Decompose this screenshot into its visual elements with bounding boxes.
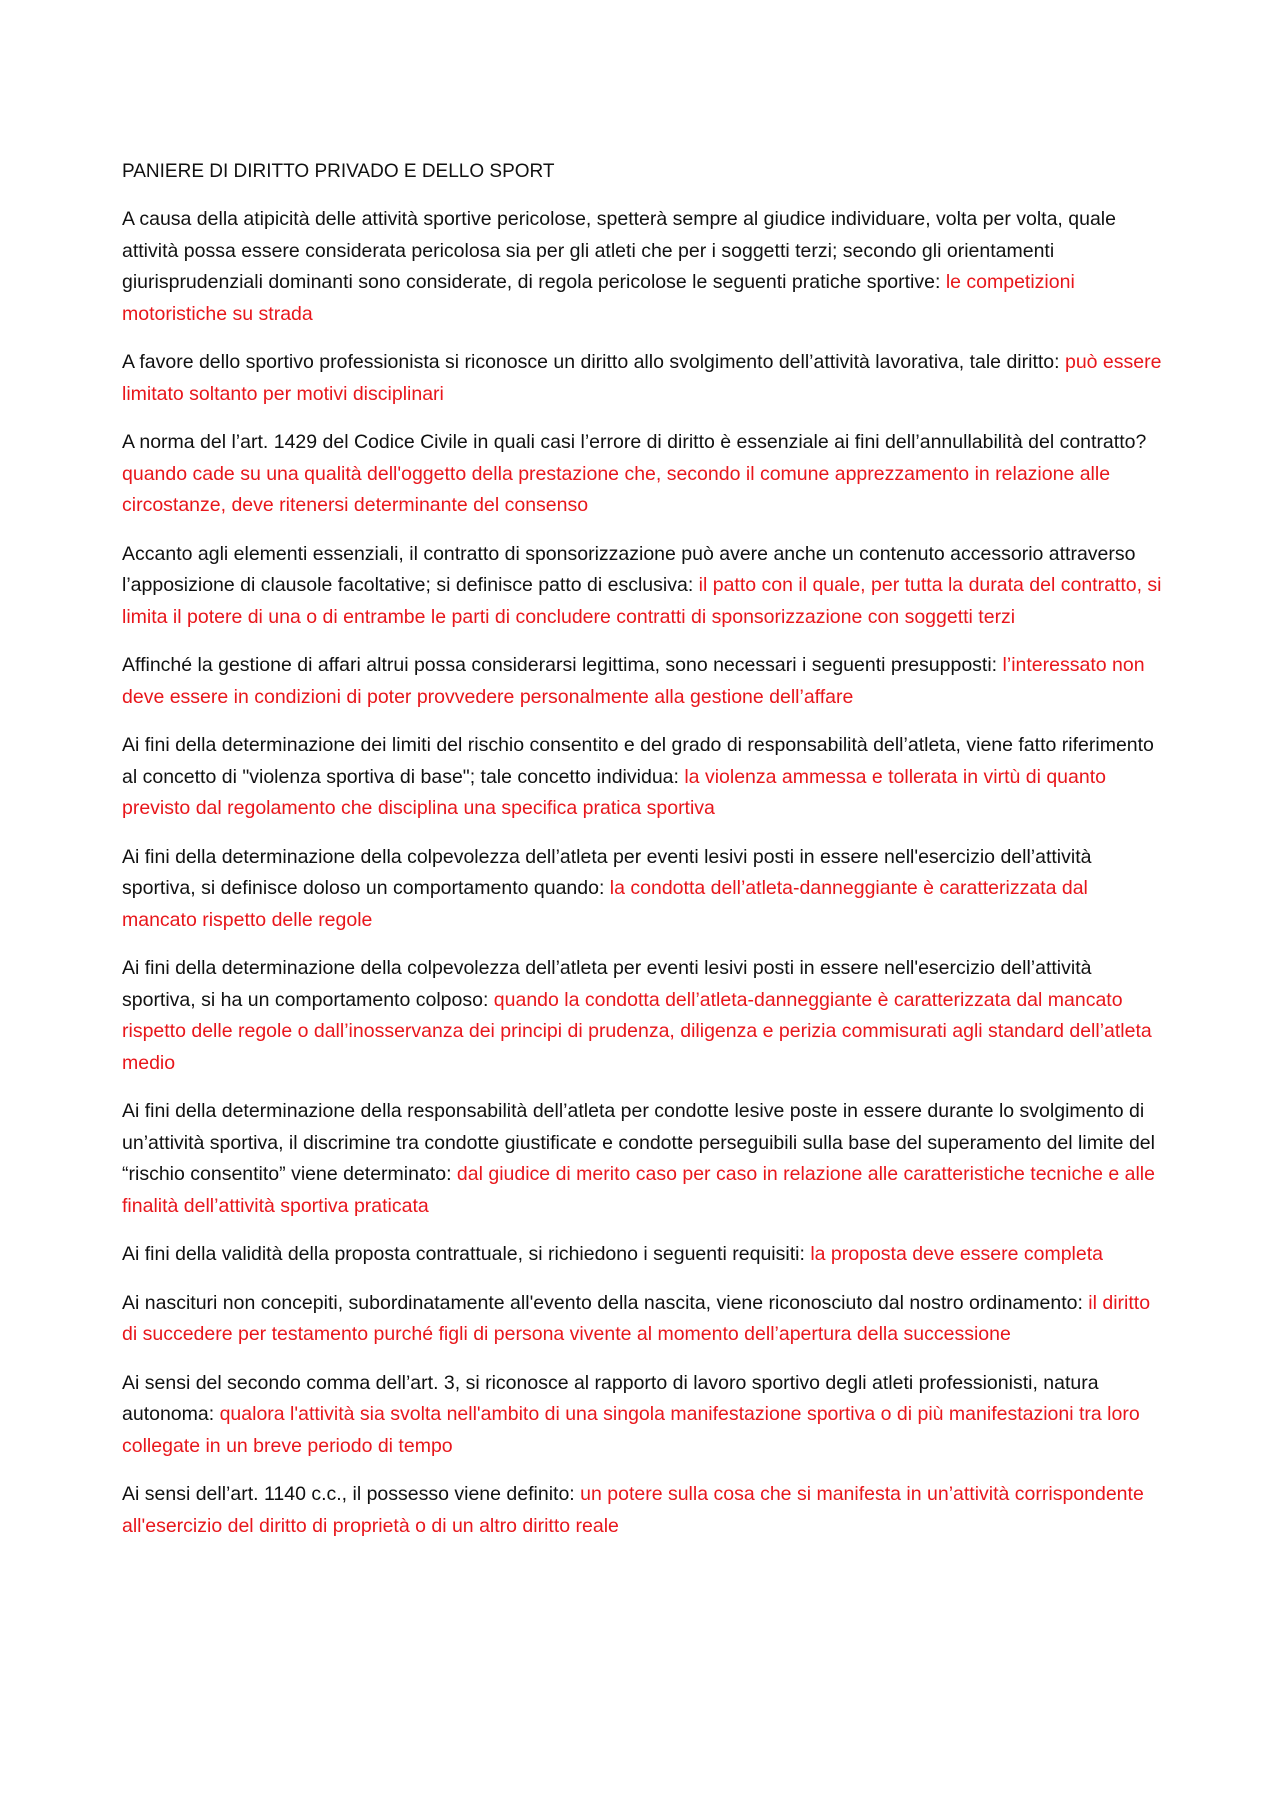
qa-item-1 [122, 204, 1162, 330]
question-text: Affinché la gestione di affari altrui possa considerarsi legittima, sono necessari i seguenti presupposti: [122, 654, 998, 676]
answer-text: il patto con il quale, per tutta la durata del contratto, si limita il potere di una o di entrambe le parti di concludere contratti di sponsorizzazione con soggetti terzi [122, 574, 1162, 628]
question-text: Accanto agli elementi essenziali, il contratto di sponsorizzazione può avere anche un contenuto accessorio attraverso l’apposizione di clausole facoltative; si definisce patto di esclusiva: [122, 542, 1136, 596]
qa-item-6 [122, 730, 1162, 825]
question-text: Ai fini della validità della proposta contrattuale, si richiedono i seguenti requisiti: [122, 1243, 805, 1265]
qa-item-4 [122, 539, 1162, 634]
qa-item-12 [122, 1368, 1162, 1463]
answer-text: il diritto di succedere per testamento purché figli di persona vivente al momento dell’apertura della successione [122, 1291, 1151, 1345]
question-text: Ai fini della determinazione della colpevolezza dell’atleta per eventi lesivi posti in essere nell'esercizio dell’attività sportiva, si ha un comportamento colposo: [122, 957, 1092, 1011]
question-text: Ai nascituri non concepiti, subordinatamente all'evento della nascita, viene riconosciuto dal nostro ordinamento: [122, 1291, 1083, 1314]
qa-item-2 [122, 347, 1162, 410]
qa-item-5 [122, 650, 1162, 713]
answer-text: la condotta dell’atleta-danneggiante è caratterizzata dal mancato rispetto delle regole [122, 877, 1088, 931]
answer-text: può essere limitato soltanto per motivi disciplinari [122, 351, 1162, 405]
qa-item-7 [122, 842, 1162, 937]
answer-text: dal giudice di merito caso per caso in relazione alle caratteristiche tecniche e alle finalità dell’attività sportiva praticata [122, 1163, 1155, 1217]
qa-item-8 [122, 953, 1162, 1079]
question-text: Ai sensi dell’art. 1140 c.c., il possesso viene definito: [122, 1483, 575, 1505]
question-text: A favore dello sportivo professionista si riconosce un diritto allo svolgimento dell’attività lavorativa, tale diritto: [122, 351, 1060, 373]
question-text: Ai sensi del secondo comma dell’art. 3, si riconosce al rapporto di lavoro sportivo degli atleti professionisti, natura autonoma: [122, 1371, 1099, 1425]
answer-text: qualora l'attività sia svolta nell'ambito di una singola manifestazione sportiva o di più manifestazioni tra loro collegate in un breve periodo di tempo [122, 1403, 1140, 1457]
answer-text: la proposta deve essere completa [810, 1243, 1103, 1265]
question-text: Ai fini della determinazione della responsabilità dell’atleta per condotte lesive poste in essere durante lo svolgimento di un’attività sportiva, il discrimine tra condotte giustificate e condotte perseguibili sulla base del superamento del limite del “rischio consentito” viene determinato: [122, 1100, 1155, 1185]
question-text: A causa della atipicità delle attività sportive pericolose, spetterà sempre al giudice individuare, volta per volta, quale attività possa essere considerata pericolosa sia per gli atleti che per i soggetti terzi; secondo gli orientamenti giurisprudenziali dominanti sono considerate, di regola pericolose le seguenti pratiche sportive: [122, 208, 1116, 293]
qa-item-11 [122, 1288, 1162, 1351]
question-text: Ai fini della determinazione dei limiti del rischio consentito e del grado di responsabilità dell’atleta, viene fatto riferimento al concetto di "violenza sportiva di base"; tale concetto individua: [122, 734, 1154, 788]
question-text: Ai fini della determinazione della colpevolezza dell’atleta per eventi lesivi posti in essere nell'esercizio dell’attività sportiva, si definisce doloso un comportamento quando: [122, 845, 1092, 899]
qa-item-10 [122, 1239, 1162, 1271]
answer-text: le competizioni motoristiche su strada [122, 271, 1075, 325]
answer-text: l’interessato non deve essere in condizioni di poter provvedere personalmente alla gestione dell’affare [122, 654, 1145, 708]
question-text: A norma del l’art. 1429 del Codice Civile in quali casi l’errore di diritto è essenziale ai fini dell’annullabilità del contratto? [122, 431, 1147, 453]
answer-text: quando la condotta dell’atleta-danneggiante è caratterizzata dal mancato rispetto delle regole o dall’inosservanza dei principi di prudenza, diligenza e perizia commisurati agli standard dell’atleta medio [122, 988, 1152, 1074]
qa-item-3 [122, 427, 1162, 522]
answer-text: un potere sulla cosa che si manifesta in un’attività corrispondente all'esercizio del diritto di proprietà o di un altro diritto reale [122, 1483, 1144, 1537]
qa-item-9 [122, 1096, 1162, 1222]
document-title: PANIERE DI DIRITTO PRIVADO E DELLO SPORT [122, 161, 555, 182]
answer-text: quando cade su una qualità dell'oggetto della prestazione che, secondo il comune apprezzamento in relazione alle circostanze, deve ritenersi determinante del consenso [122, 462, 1111, 516]
document-page [122, 156, 1162, 1559]
qa-item-13 [122, 1479, 1162, 1542]
answer-text: la violenza ammessa e tollerata in virtù di quanto previsto dal regolamento che disciplina una specifica pratica sportiva [122, 765, 1106, 819]
